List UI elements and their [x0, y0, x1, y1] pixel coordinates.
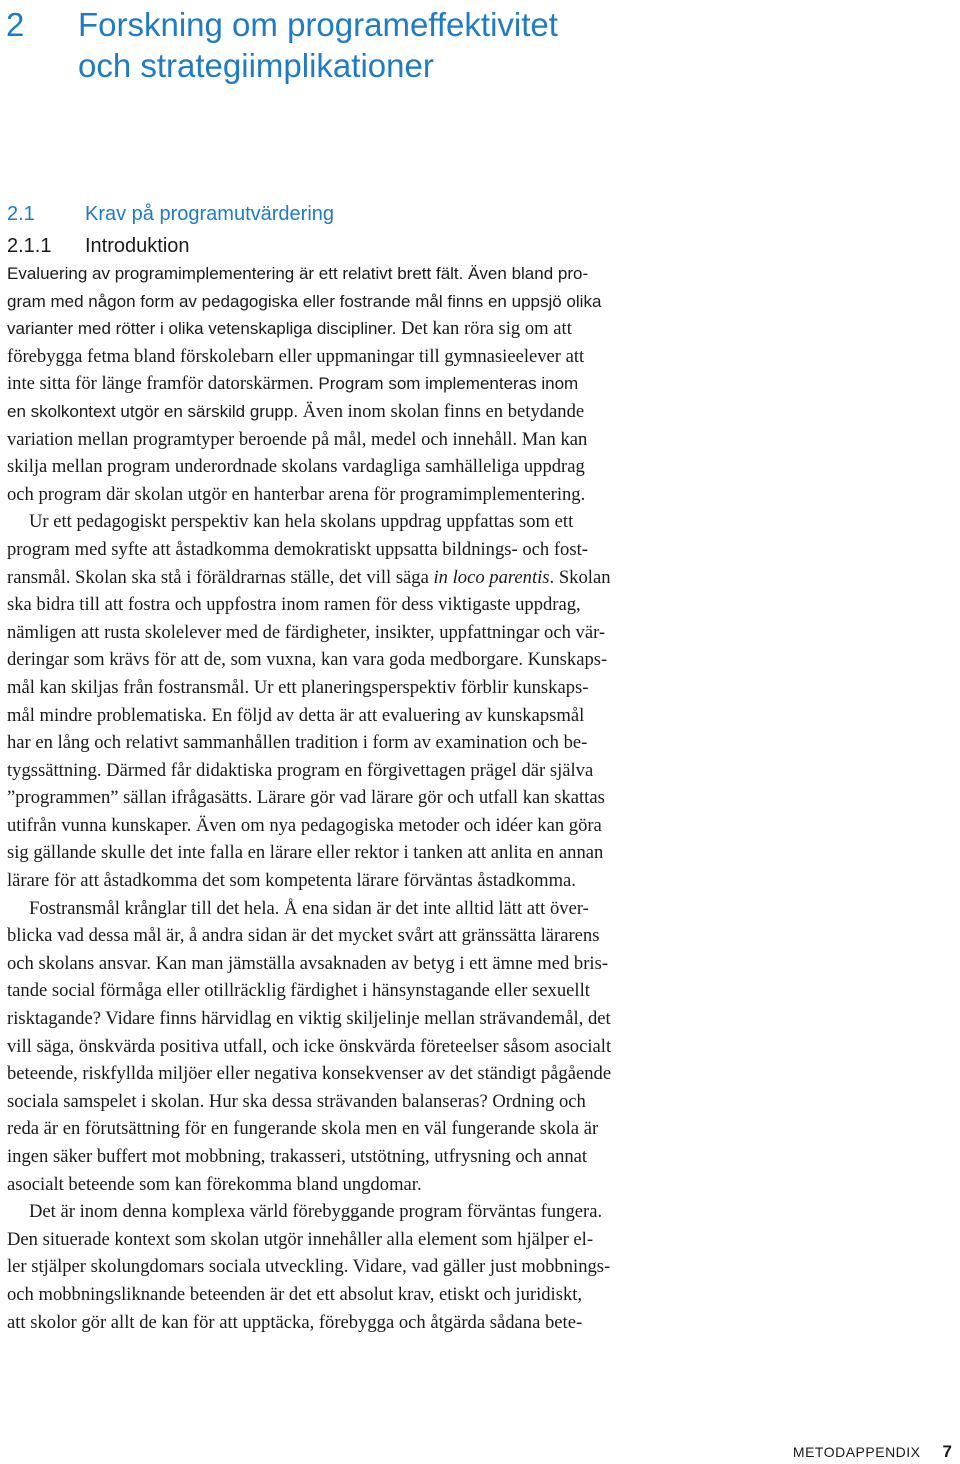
text-line	[7, 315, 677, 343]
text-line: nämligen att rusta skolelever med de färdigheter, insikter, uppfattningar och vär-	[7, 621, 606, 643]
text-span: en skolkontext utgör en särskild grupp.	[7, 401, 299, 421]
page-footer	[793, 1443, 952, 1461]
text-line: asocialt beteende som kan förekomma bland ungdomar.	[7, 1173, 422, 1195]
text-line: och mobbningsliknande beteenden är det ett absolut krav, etiskt och juridiskt,	[7, 1283, 583, 1305]
section-heading	[7, 200, 334, 228]
text-line: utifrån vunna kunskaper. Även om nya pedagogiska metoder och idéer kan göra	[7, 814, 602, 836]
text-line: Fostransmål krånglar till det hela. Å ena sidan är det inte alltid lätt att över-	[29, 897, 589, 919]
text-line: tande social förmåga eller otillräcklig färdighet i hänsynstagande eller sexuellt	[7, 980, 590, 1002]
text-line: ingen säker buffert mot mobbning, trakasseri, utstötning, utfrysning och annat	[7, 1146, 588, 1167]
text-line	[7, 370, 677, 398]
latin-phrase: in loco parentis	[433, 566, 550, 588]
text-line: mål mindre problematiska. En följd av detta är att evaluering av kunskapsmål	[7, 704, 585, 726]
text-line: sociala samspelet i skolan. Hur ska dessa strävanden balanseras? Ordning och	[7, 1090, 586, 1112]
text-span: Även inom skolan finns en betydande	[298, 400, 585, 422]
text-line: Den situerade kontext som skolan utgör innehåller alla element som hjälper el-	[7, 1228, 594, 1250]
section-number: 2.1	[7, 203, 35, 225]
text-line: Evaluering av programimplementering är ett relativt brett fält. Även bland pro-	[7, 264, 589, 283]
text-line: lärare för att åstadkomma det som kompetenta lärare förväntas åstadkomma.	[7, 870, 576, 892]
text-line: ler stjälper skolungdomars sociala utveckling. Vidare, vad gäller just mobbnings-	[7, 1256, 611, 1278]
text-line: beteende, riskfyllda miljöer eller negativa konsekvenser av det ständigt pågående	[7, 1063, 612, 1085]
chapter-title-line-2: och strategiimplikationer	[78, 47, 434, 84]
text-line: mål kan skiljas från fostransmål. Ur ett planeringsperspektiv förblir kunskaps-	[7, 676, 589, 698]
subsection-number: 2.1.1	[7, 235, 52, 257]
text-line: ska bidra till att fostra och uppfostra inom ramen för dess viktigaste uppdrag,	[7, 594, 581, 616]
text-line: gram med någon form av pedagogiska eller fostrande mål finns en uppsjö olika	[7, 291, 602, 311]
text-span: . Skolan	[549, 566, 611, 588]
chapter-title-line-1: Forskning om programeffektivitet	[78, 6, 558, 43]
text-line: blicka vad dessa mål är, å andra sidan är det mycket svårt att gränssätta lärarens	[7, 925, 600, 947]
body-text	[7, 260, 677, 1336]
text-span: varianter med rötter i olika vetenskapliga discipliner.	[7, 319, 397, 339]
subsection-heading	[7, 232, 190, 260]
text-line: reda är en förutsättning för en fungerande skola men en väl fungerande skola är	[7, 1118, 599, 1140]
text-line: skilja mellan program underordnade skolans vardagliga samhälleliga uppdrag	[7, 456, 585, 478]
page-number: 7	[942, 1442, 952, 1461]
text-line: Det är inom denna komplexa värld förebyggande program förväntas fungera.	[29, 1201, 603, 1223]
text-line: program med syfte att åstadkomma demokratiskt uppsatta bildnings- och fost-	[7, 538, 588, 560]
text-line	[7, 398, 677, 426]
text-line: och skolans ansvar. Kan man jämställa avsaknaden av betyg i ett ämne med bris-	[7, 952, 609, 974]
text-line: deringar som krävs för att de, som vuxna, kan vara goda medborgare. Kunskaps-	[7, 649, 608, 671]
text-line: Ur ett pedagogiskt perspektiv kan hela skolans uppdrag uppfattas som ett	[29, 511, 574, 533]
text-span: Det kan röra sig om att	[396, 318, 572, 340]
text-line: förebygga fetma bland förskolebarn eller uppmaningar till gymnasieelever att	[7, 345, 585, 367]
text-line: att skolor gör allt de kan för att upptäcka, förebygga och åtgärda sådana bete-	[7, 1311, 583, 1333]
footer-label: METODAPPENDIX	[792, 1444, 921, 1460]
text-line: sig gällande skulle det inte falla en lärare eller rektor i tanken att anlita en annan	[7, 842, 604, 864]
text-line: och program där skolan utgör en hanterbar arena för programimplementering.	[7, 483, 586, 505]
text-line	[7, 564, 677, 592]
text-line: har en lång och relativt sammanhållen tradition i form av examination och be-	[7, 732, 588, 754]
text-span: Program som implementeras inom	[313, 374, 579, 394]
chapter-number: 2	[6, 6, 25, 43]
text-line: variation mellan programtyper beroende på mål, medel och innehåll. Man kan	[7, 428, 588, 450]
text-line: tygssättning. Därmed får didaktiska program en förgivettagen prägel där själva	[7, 759, 594, 781]
chapter-heading	[6, 4, 706, 86]
subsection-title: Introduktion	[85, 235, 190, 257]
text-line: ”programmen” sällan ifrågasätts. Lärare gör vad lärare gör och utfall kan skattas	[7, 787, 605, 809]
text-line: risktagande? Vidare finns härvidlag en viktig skiljelinje mellan strävandemål, det	[7, 1008, 611, 1030]
text-span: ransmål. Skolan ska stå i föräldrarnas ställe, det vill säga	[7, 566, 434, 588]
text-span: inte sitta för länge framför datorskärmen.	[7, 373, 314, 395]
section-title: Krav på programutvärdering	[85, 203, 335, 225]
text-line: vill säga, önskvärda positiva utfall, och icke önskvärda företeelser såsom asocialt	[7, 1035, 612, 1057]
